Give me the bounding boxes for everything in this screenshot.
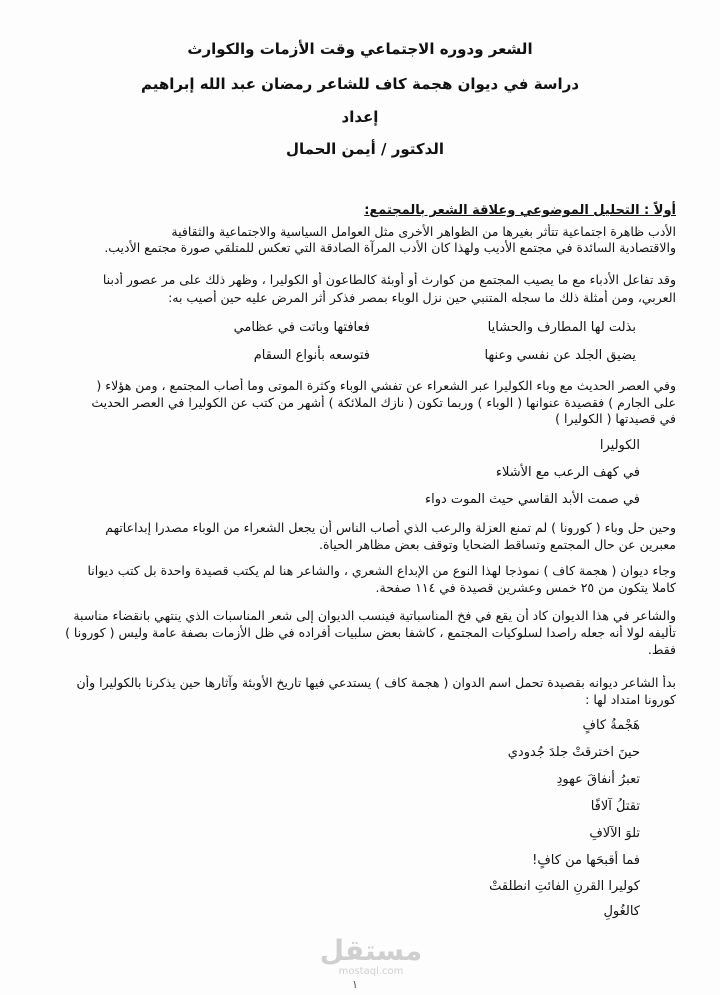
verse-first-hemistich: يضيق الجلد عن نفسي وعنها [484,348,636,363]
poem-line: تقتلُ آلافًا [590,799,640,814]
poem-line: في كهف الرعب مع الأشلاء [495,465,640,480]
poem-line: تعبرُ أنفاقَ عهودِ [556,772,640,787]
watermark-site: mostaql.com [338,966,404,977]
paragraph-line: والشاعر في هذا الديوان كاد أن يقع في فخ المناسباتية فينسب الديوان إلى شعر المناسبات الذي ينتهي بانقضاء مناسبة [73,608,676,623]
paragraph-line: وقد تفاعل الأدباء مع ما يصيب المجتمع من كوارث أو أوبئة كالطاعون أو الكوليرا ، وظهر ذلك على مر عصور أدبنا [102,272,676,287]
verse-first-hemistich: بذلت لها المطارف والحشايا [487,320,636,335]
page-number: ١ [352,978,358,991]
prepared-by-label: إعداد [341,108,379,126]
watermark-logo: مستقل [319,934,423,967]
paragraph-line: وحين حل وباء ( كورونا ) لم تمنع العزلة والرعب الذي أصاب الناس أن يجعل الشعراء من الوباء مصدرا إبداعاتهم [105,520,676,535]
poem-line: فما أقبحَها من كافٍ! [532,853,640,868]
paragraph-line: فقط. [647,642,676,657]
poem-line: كوليرا القرنِ الفائتِ انطلقتْ [489,879,640,894]
paragraph-line: معبرين عن حال المجتمع وتساقط الضحايا وتوقف بعض مظاهر الحياة. [319,537,676,552]
paragraph-line: وجاء ديوان ( هجمة كاف ) نموذجا لهذا النوع من الإبداع الشعري ، والشاعر هنا لم يكتب قصيدة واحدة بل كتب ديوانا [87,563,676,578]
paragraph-line: العربي، ومن أمثلة ذلك ما سجله المتنبي حين نزل الوباء بمصر فذكر أثر المرض عليه حين أصيب به: [168,290,676,305]
paragraph-line: كورونا امتداد لها : [585,692,676,707]
mostaql-watermark [316,936,426,986]
paragraph-line: في قصيدتها ( الكوليرا ) [555,411,676,426]
paragraph-line: تأليفه لولا أنه جعله راصدا لسلوكيات المجتمع ، كاشفا بعض سلبيات أفراده في ظل الأزمات بصفة عامة وليس ( كورونا ) [65,625,676,640]
paragraph-line: على الجارم ) فقصيدة عنوانها ( الوباء ) وربما تكون ( نازك الملائكة ) أشهر من كتب عن الكوليرا في العصر الحديث [91,395,676,410]
verse-second-hemistich: فعافتها وباتت في عظامي [233,320,370,335]
poem-line: حينَ اخترقتْ جلدَ جُدودي [507,745,640,760]
document-title: الشعر ودوره الاجتماعي وقت الأزمات والكوارث [187,40,533,58]
poem-line: كالغُولِ [603,904,640,919]
section-heading: أولاً : التحليل الموضوعي وعلاقة الشعر بالمجتمع: [364,203,676,218]
paragraph-line: الأدب ظاهرة اجتماعية تتأثر بغيرها من الظواهر الأخرى مثل العوامل السياسية والاجتماعية والثقافية [171,224,676,239]
paragraph-line: وفي العصر الحديث مع وباء الكوليرا عبر الشعراء عن تفشي الوباء وكثرة الموتى وما أصاب المجتمع ، ومن هؤلاء ( [96,378,676,393]
verse-second-hemistich: فتوسعه بأنواع السقام [253,348,370,363]
poem-line: هَجْمةُ كافٍ [582,718,640,733]
document-subtitle: دراسة في ديوان هجمة كاف للشاعر رمضان عبد الله إبراهيم [140,75,580,93]
poem-line: في صمت الأبد القاسي حيث الموت دواء [424,492,640,507]
paragraph-line: والاقتصادية السائدة في مجتمع الأديب ولهذا كان الأدب المرآة الصادقة التي تعكس للمتلقي صورة مجتمع الأديب. [104,240,676,255]
paragraph-line: كاملا يتكون من ٢٥ خمس وعشرين قصيدة في ١١٤ صفحة. [375,580,676,595]
poem-line: الكوليرا [599,438,640,453]
author-name: الدكتور / أيمن الحمال [285,140,445,158]
poem-line: تلوَ الآلافِ [589,826,640,841]
paragraph-line: بدأ الشاعر ديوانه بقصيدة تحمل اسم الدوان ( هجمة كاف ) يستدعي فيها تاريخ الأوبئة وآثارها حين يذكرنا بالكوليرا وأن [76,675,676,690]
